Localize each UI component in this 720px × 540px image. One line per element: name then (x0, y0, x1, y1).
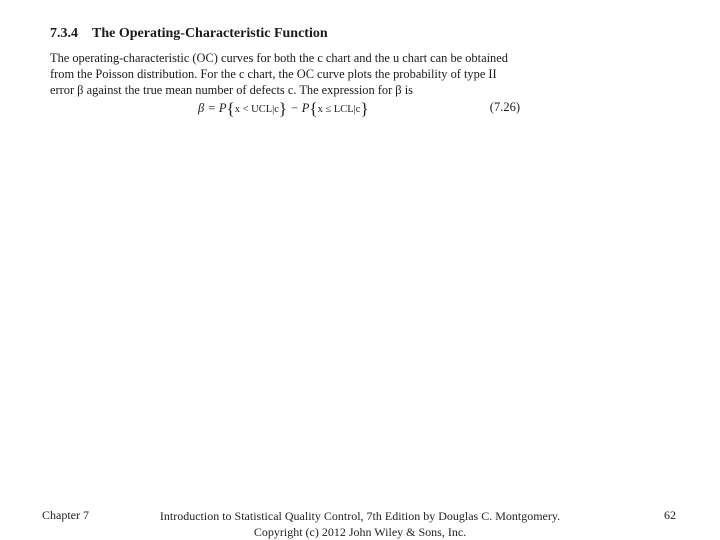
page-number: 62 (664, 508, 676, 522)
footer-citation-line-1: Introduction to Statistical Quality Control, 7th Edition by Douglas C. Montgomery. (159, 509, 561, 523)
equation-row (50, 99, 525, 119)
section-title: The Operating-Characteristic Function (92, 26, 328, 41)
section-number: 7.3.4 (50, 26, 78, 41)
right-brace: } (278, 99, 288, 118)
equation-term-1: x < UCL|c (234, 104, 279, 115)
equation (198, 99, 369, 119)
right-brace: } (360, 99, 369, 118)
paragraph-line: error β against the true mean number of defects c. The expression for β is (50, 83, 413, 97)
footer-chapter: Chapter 7 (42, 508, 89, 522)
footer-citation-line-2: Copyright (c) 2012 John Wiley & Sons, Inc. (253, 525, 467, 539)
equation-minus: − P (287, 101, 310, 115)
left-brace: { (226, 99, 235, 118)
section-heading (50, 26, 328, 42)
equation-lhs: β = P (198, 101, 227, 115)
paragraph-line: The operating-characteristic (OC) curves for both the c chart and the u chart can be obtained (50, 51, 508, 65)
body-paragraph (50, 50, 525, 98)
left-brace: { (309, 99, 318, 118)
equation-term-2: x ≤ LCL|c (317, 104, 361, 115)
equation-number: (7.26) (489, 100, 520, 114)
footer-citation (140, 508, 580, 540)
paragraph-line: from the Poisson distribution. For the c chart, the OC curve plots the probability of type II (50, 67, 497, 81)
